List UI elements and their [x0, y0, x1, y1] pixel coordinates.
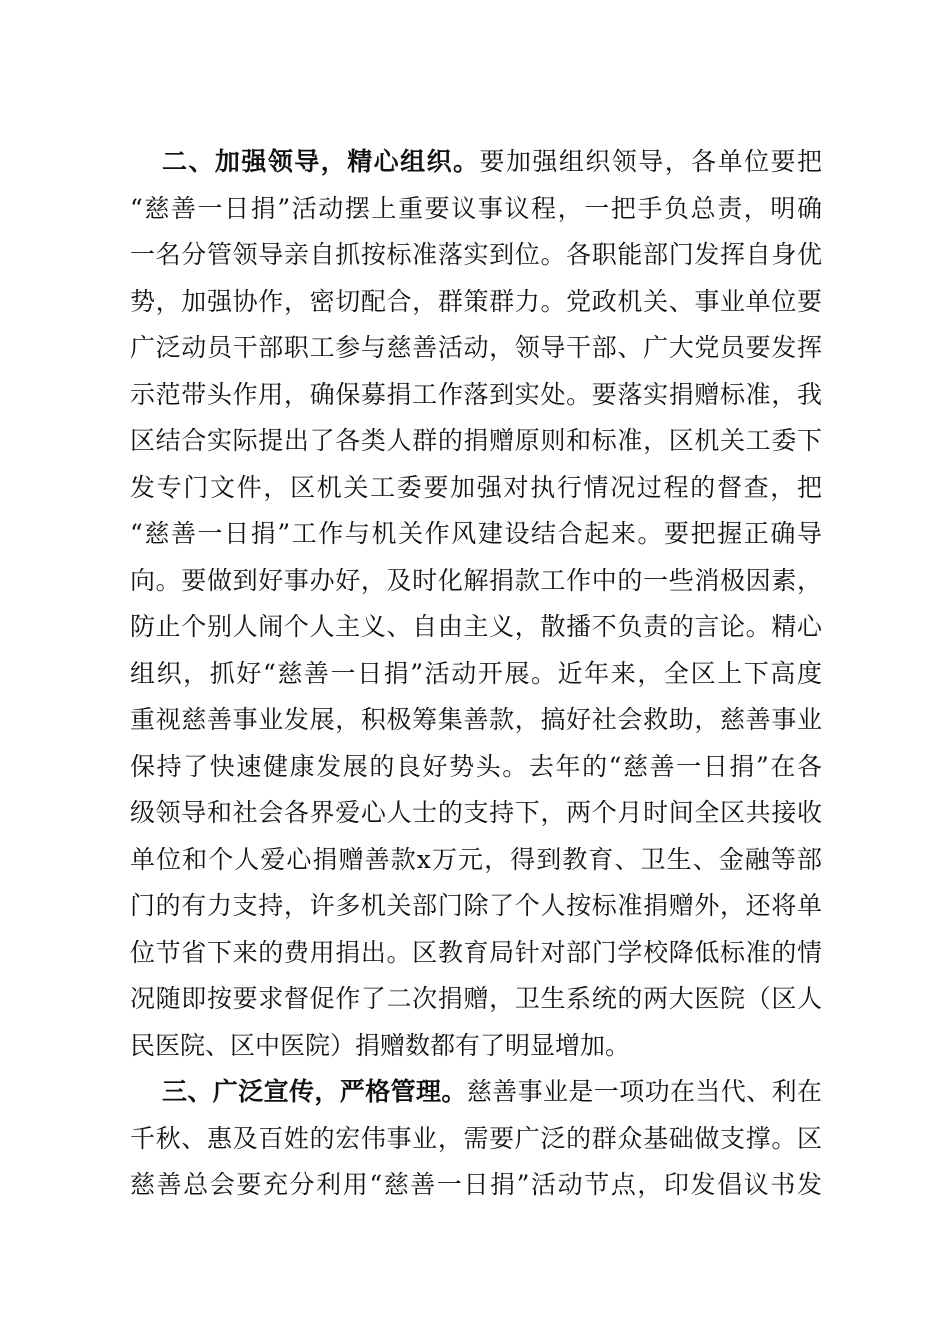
body-line: 防止个别人闹个人主义、自由主义，散播不负责的言论。精心	[130, 612, 822, 641]
body-line: 位节省下来的费用捐出。区教育局针对部门学校降低标准的情	[130, 938, 822, 967]
section-3-line-1	[162, 1072, 822, 1112]
body-line: 千秋、惠及百姓的宏伟事业，需要广泛的群众基础做支撑。区	[130, 1124, 822, 1153]
body-line: 保持了快速健康发展的良好势头。去年的“慈善一日捐”在各	[130, 752, 822, 781]
section-2-text: 要加强组织领导，各单位要把	[479, 147, 822, 176]
body-line: 重视慈善事业发展，积极筹集善款，搞好社会救助，慈善事业	[130, 705, 822, 734]
body-line: 况随即按要求督促作了二次捐赠，卫生系统的两大医院（区人	[130, 984, 822, 1013]
section-2-heading: 二、加强领导，精心组织。	[162, 147, 480, 176]
section-3-heading: 三、广泛宣传，严格管理。	[162, 1077, 467, 1106]
body-line: 示范带头作用，确保募捐工作落到实处。要落实捐赠标准，我	[130, 380, 822, 409]
body-line: 向。要做到好事办好，及时化解捐款工作中的一些消极因素，	[130, 566, 822, 595]
body-line: 广泛动员干部职工参与慈善活动，领导干部、广大党员要发挥	[130, 333, 822, 362]
body-line: 组织，抓好“慈善一日捐”活动开展。近年来，全区上下高度	[130, 659, 822, 688]
body-line: “慈善一日捐”工作与机关作风建设结合起来。要把握正确导	[130, 519, 822, 548]
body-line: 门的有力支持，许多机关部门除了个人按标准捐赠外，还将单	[130, 891, 822, 920]
section-2-line-1	[162, 142, 822, 182]
body-line: 势，加强协作，密切配合，群策群力。党政机关、事业单位要	[130, 287, 822, 316]
body-line: 区结合实际提出了各类人群的捐赠原则和标准，区机关工委下	[130, 426, 822, 455]
body-line: “慈善一日捐”活动摆上重要议事议程，一把手负总责，明确	[130, 194, 822, 223]
body-line: 民医院、区中医院）捐赠数都有了明显增加。	[130, 1031, 631, 1060]
body-line: 一名分管领导亲自抓按标准落实到位。各职能部门发挥自身优	[130, 240, 822, 269]
body-line: 级领导和社会各界爱心人士的支持下，两个月时间全区共接收	[130, 798, 822, 827]
body-line: 慈善总会要充分利用“慈善一日捐”活动节点，印发倡议书发	[130, 1170, 822, 1199]
section-3-text: 慈善事业是一项功在当代、利在	[466, 1077, 822, 1106]
body-line: 单位和个人爱心捐赠善款x万元，得到教育、卫生、金融等部	[130, 845, 822, 874]
body-line: 发专门文件，区机关工委要加强对执行情况过程的督查，把	[130, 473, 822, 502]
